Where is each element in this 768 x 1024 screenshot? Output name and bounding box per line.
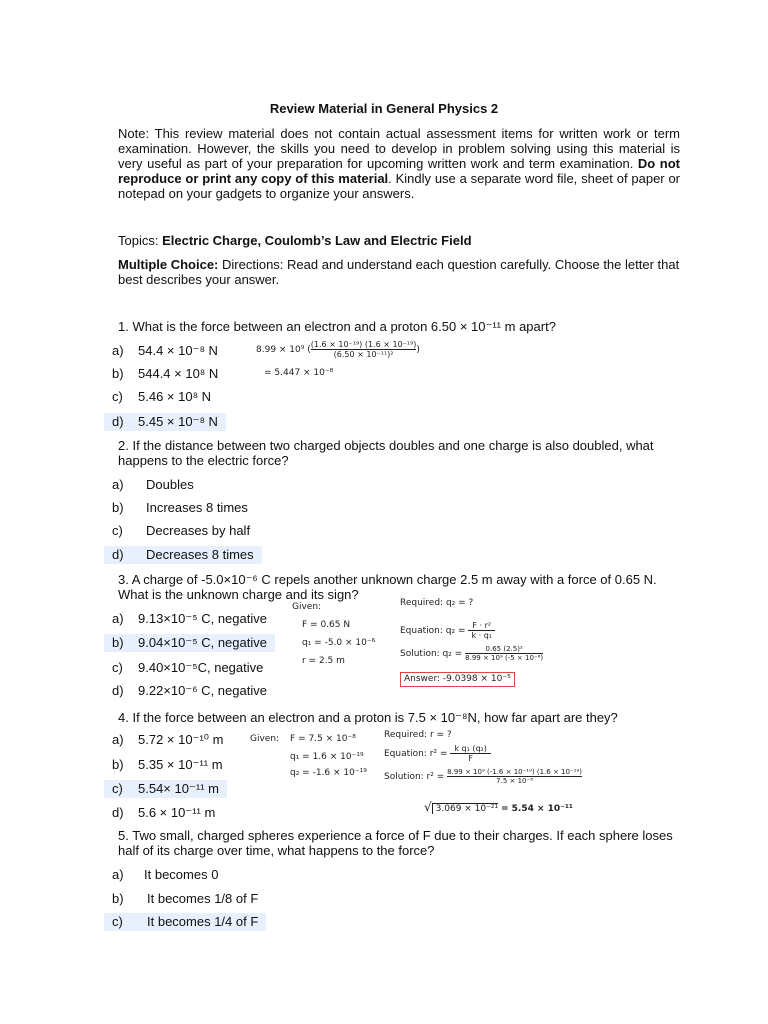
question-1-option-a [112,342,218,360]
work-text: 8.99 × 10⁹ ( [256,345,311,355]
sqrt-icon: √ [424,800,432,814]
option-letter: a) [112,867,124,882]
option-text: 5.54× 10⁻¹¹ m [138,781,219,796]
option-letter: a) [112,611,124,626]
question-4-option-b [112,756,223,774]
q4-work-result: = 5.54 × 10⁻¹¹ [500,804,573,814]
page-title: Review Material in General Physics 2 [269,101,499,116]
note-text: Note: This review material does not contain actual assessment items for written work or term examination. However, the skills you need to develop in problem solving using this material is very useful as part of your preparation for upcoming written work and term examination. [118,126,680,171]
option-text: 5.46 × 10⁸ N [138,389,212,404]
option-text: 5.35 × 10⁻¹¹ m [138,757,223,772]
option-letter: d) [112,805,124,820]
question-4-text: 4. If the force between an electron and a proton is 7.5 × 10⁻⁸N, how far apart are they? [118,710,618,725]
note-paragraph [118,126,680,201]
option-text: 9.40×10⁻⁵C, negative [138,660,264,675]
option-letter: b) [112,891,124,906]
note-bold-text: Do not reproduce or print any copy of this material [118,156,680,186]
question-3-option-b-highlighted [104,634,275,652]
question-3-option-a [112,610,267,628]
q3-work-distance: r = 2.5 m [302,656,345,666]
question-2-option-d-highlighted [104,546,262,564]
q4-work-force: F = 7.5 × 10⁻⁸ [290,734,356,744]
fraction-denominator: (6.50 × 10⁻¹¹)² [333,350,394,359]
option-letter: b) [112,366,124,381]
q1-work-line1 [256,340,420,359]
q3-work-force: F = 0.65 N [302,620,351,630]
question-1-option-b [112,365,218,383]
option-text: 5.45 × 10⁻⁸ N [138,414,218,429]
option-text: Decreases 8 times [146,547,254,562]
option-text: It becomes 1/8 of F [147,891,259,906]
option-text: It becomes 0 [144,867,219,882]
q4-work-charge2: q₂ = -1.6 × 10⁻¹⁹ [290,768,367,778]
q4-work-solution [384,768,582,785]
q4-work-charge1: q₁ = 1.6 × 10⁻¹⁹ [290,752,364,762]
fraction-numerator: 8.99 × 10⁹ (-1.6 × 10⁻¹⁹) (1.6 × 10⁻¹⁹) [447,768,582,776]
fraction-denominator: 7.5 × 10⁻⁸ [496,777,533,785]
question-5-text: 5. Two small, charged spheres experience a force of F due to their charges. If each sphere loses half of its charge over time, what happens to the force? [118,828,673,858]
question-1-text: 1. What is the force between an electron and a proton 6.50 × 10⁻¹¹ m apart? [118,319,556,334]
option-text: Decreases by half [146,523,251,538]
q4-work-root-line [424,802,573,815]
option-text: It becomes 1/4 of F [147,914,259,929]
question-3-option-c [112,659,263,677]
option-text: 9.22×10⁻⁶ C, negative [138,683,267,698]
option-letter: a) [112,732,124,747]
option-letter: b) [112,757,124,772]
q1-work-line2: = 5.447 × 10⁻⁸ [264,368,334,378]
fraction-numerator: 0.65 (2.5)² [465,645,543,654]
q4-solution-fraction [447,768,582,785]
option-letter: d) [112,683,124,698]
option-text: Increases 8 times [146,500,248,515]
question-3-option-d [112,682,267,700]
fraction-denominator: 8.99 × 10⁹ (-5 × 10⁻⁶) [465,654,544,662]
q4-equation-fraction [450,744,491,763]
option-text: 544.4 × 10⁸ N [138,366,219,381]
option-letter: a) [112,343,124,358]
option-letter: c) [112,781,123,796]
topics-line [118,233,472,248]
question-2-option-a [112,476,194,494]
question-5-option-c-highlighted [104,913,266,931]
question-2-text: 2. If the distance between two charged objects doubles and one charge is also doubled, what happens to the electric force? [118,438,654,468]
q3-equation-fraction [468,621,495,640]
fraction-numerator: k q₁ (q₂) [450,744,491,754]
option-letter: d) [112,414,124,429]
question-1-option-d-highlighted [104,413,226,431]
fraction-denominator: F [468,754,473,763]
option-letter: c) [112,914,123,929]
fraction-denominator: k · q₁ [471,631,492,640]
question-1-option-c [112,388,211,406]
topics-value: Electric Charge, Coulomb’s Law and Electric Field [162,233,472,248]
option-letter: d) [112,547,124,562]
question-4-option-c-highlighted [104,780,227,798]
work-text: Equation: q₂ = [400,626,466,636]
question-2-option-b [112,499,248,517]
option-text: 9.04×10⁻⁵ C, negative [138,635,267,650]
q1-work-fraction [311,340,417,359]
question-4-option-a [112,731,223,749]
q4-work-required: Required: r = ? [384,730,452,740]
work-text: Solution: r² = [384,772,445,782]
question-5-option-a [112,866,218,884]
q3-work-given-label: Given: [292,602,322,612]
option-letter: b) [112,500,124,515]
q3-work-required: Required: q₂ = ? [400,598,474,608]
fraction-numerator: (1.6 × 10⁻¹⁹) (1.6 × 10⁻¹⁹) [310,340,417,349]
q3-work-charge1: q₁ = -5.0 × 10⁻⁶ [302,638,376,648]
q4-work-given-label: Given: [250,734,280,744]
q3-solution-fraction [465,645,543,662]
option-letter: c) [112,660,123,675]
work-text: ) [416,345,420,355]
option-text: 9.13×10⁻⁵ C, negative [138,611,267,626]
option-text: Doubles [146,477,194,492]
option-letter: c) [112,389,123,404]
question-2-option-c [112,522,250,540]
q4-work-equation [384,744,491,763]
multiple-choice-directions [118,257,680,287]
option-text: 54.4 × 10⁻⁸ N [138,343,218,358]
work-text: Equation: r² = [384,749,448,759]
option-letter: b) [112,635,124,650]
multiple-choice-label: Multiple Choice: [118,257,219,272]
q3-work-equation [400,621,495,640]
q3-work-answer-box: Answer: -9.0398 × 10⁻⁵ [400,672,515,687]
question-5-option-b [112,890,258,908]
work-text: Solution: q₂ = [400,649,463,659]
question-3-text: 3. A charge of -5.0×10⁻⁶ C repels another unknown charge 2.5 m away with a force of 0.65 N. What is the unknown charge and its sign? [118,572,657,602]
topics-label: Topics: [118,233,163,248]
option-letter: a) [112,477,124,492]
option-text: 5.6 × 10⁻¹¹ m [138,805,216,820]
q3-work-solution [400,645,543,662]
option-letter: c) [112,523,123,538]
option-text: 5.72 × 10⁻¹⁰ m [138,732,224,747]
root-radicand: 3.069 × 10⁻²¹ [432,803,498,814]
directions-text: Directions: Read and understand each question carefully. Choose the letter that best describes your answer. [118,257,680,287]
note-text-end: . Kindly use a separate word file, sheet of paper or notepad on your gadgets to organize your answers. [118,171,680,201]
question-4-option-d [112,804,215,822]
fraction-numerator: F · r² [468,621,495,631]
